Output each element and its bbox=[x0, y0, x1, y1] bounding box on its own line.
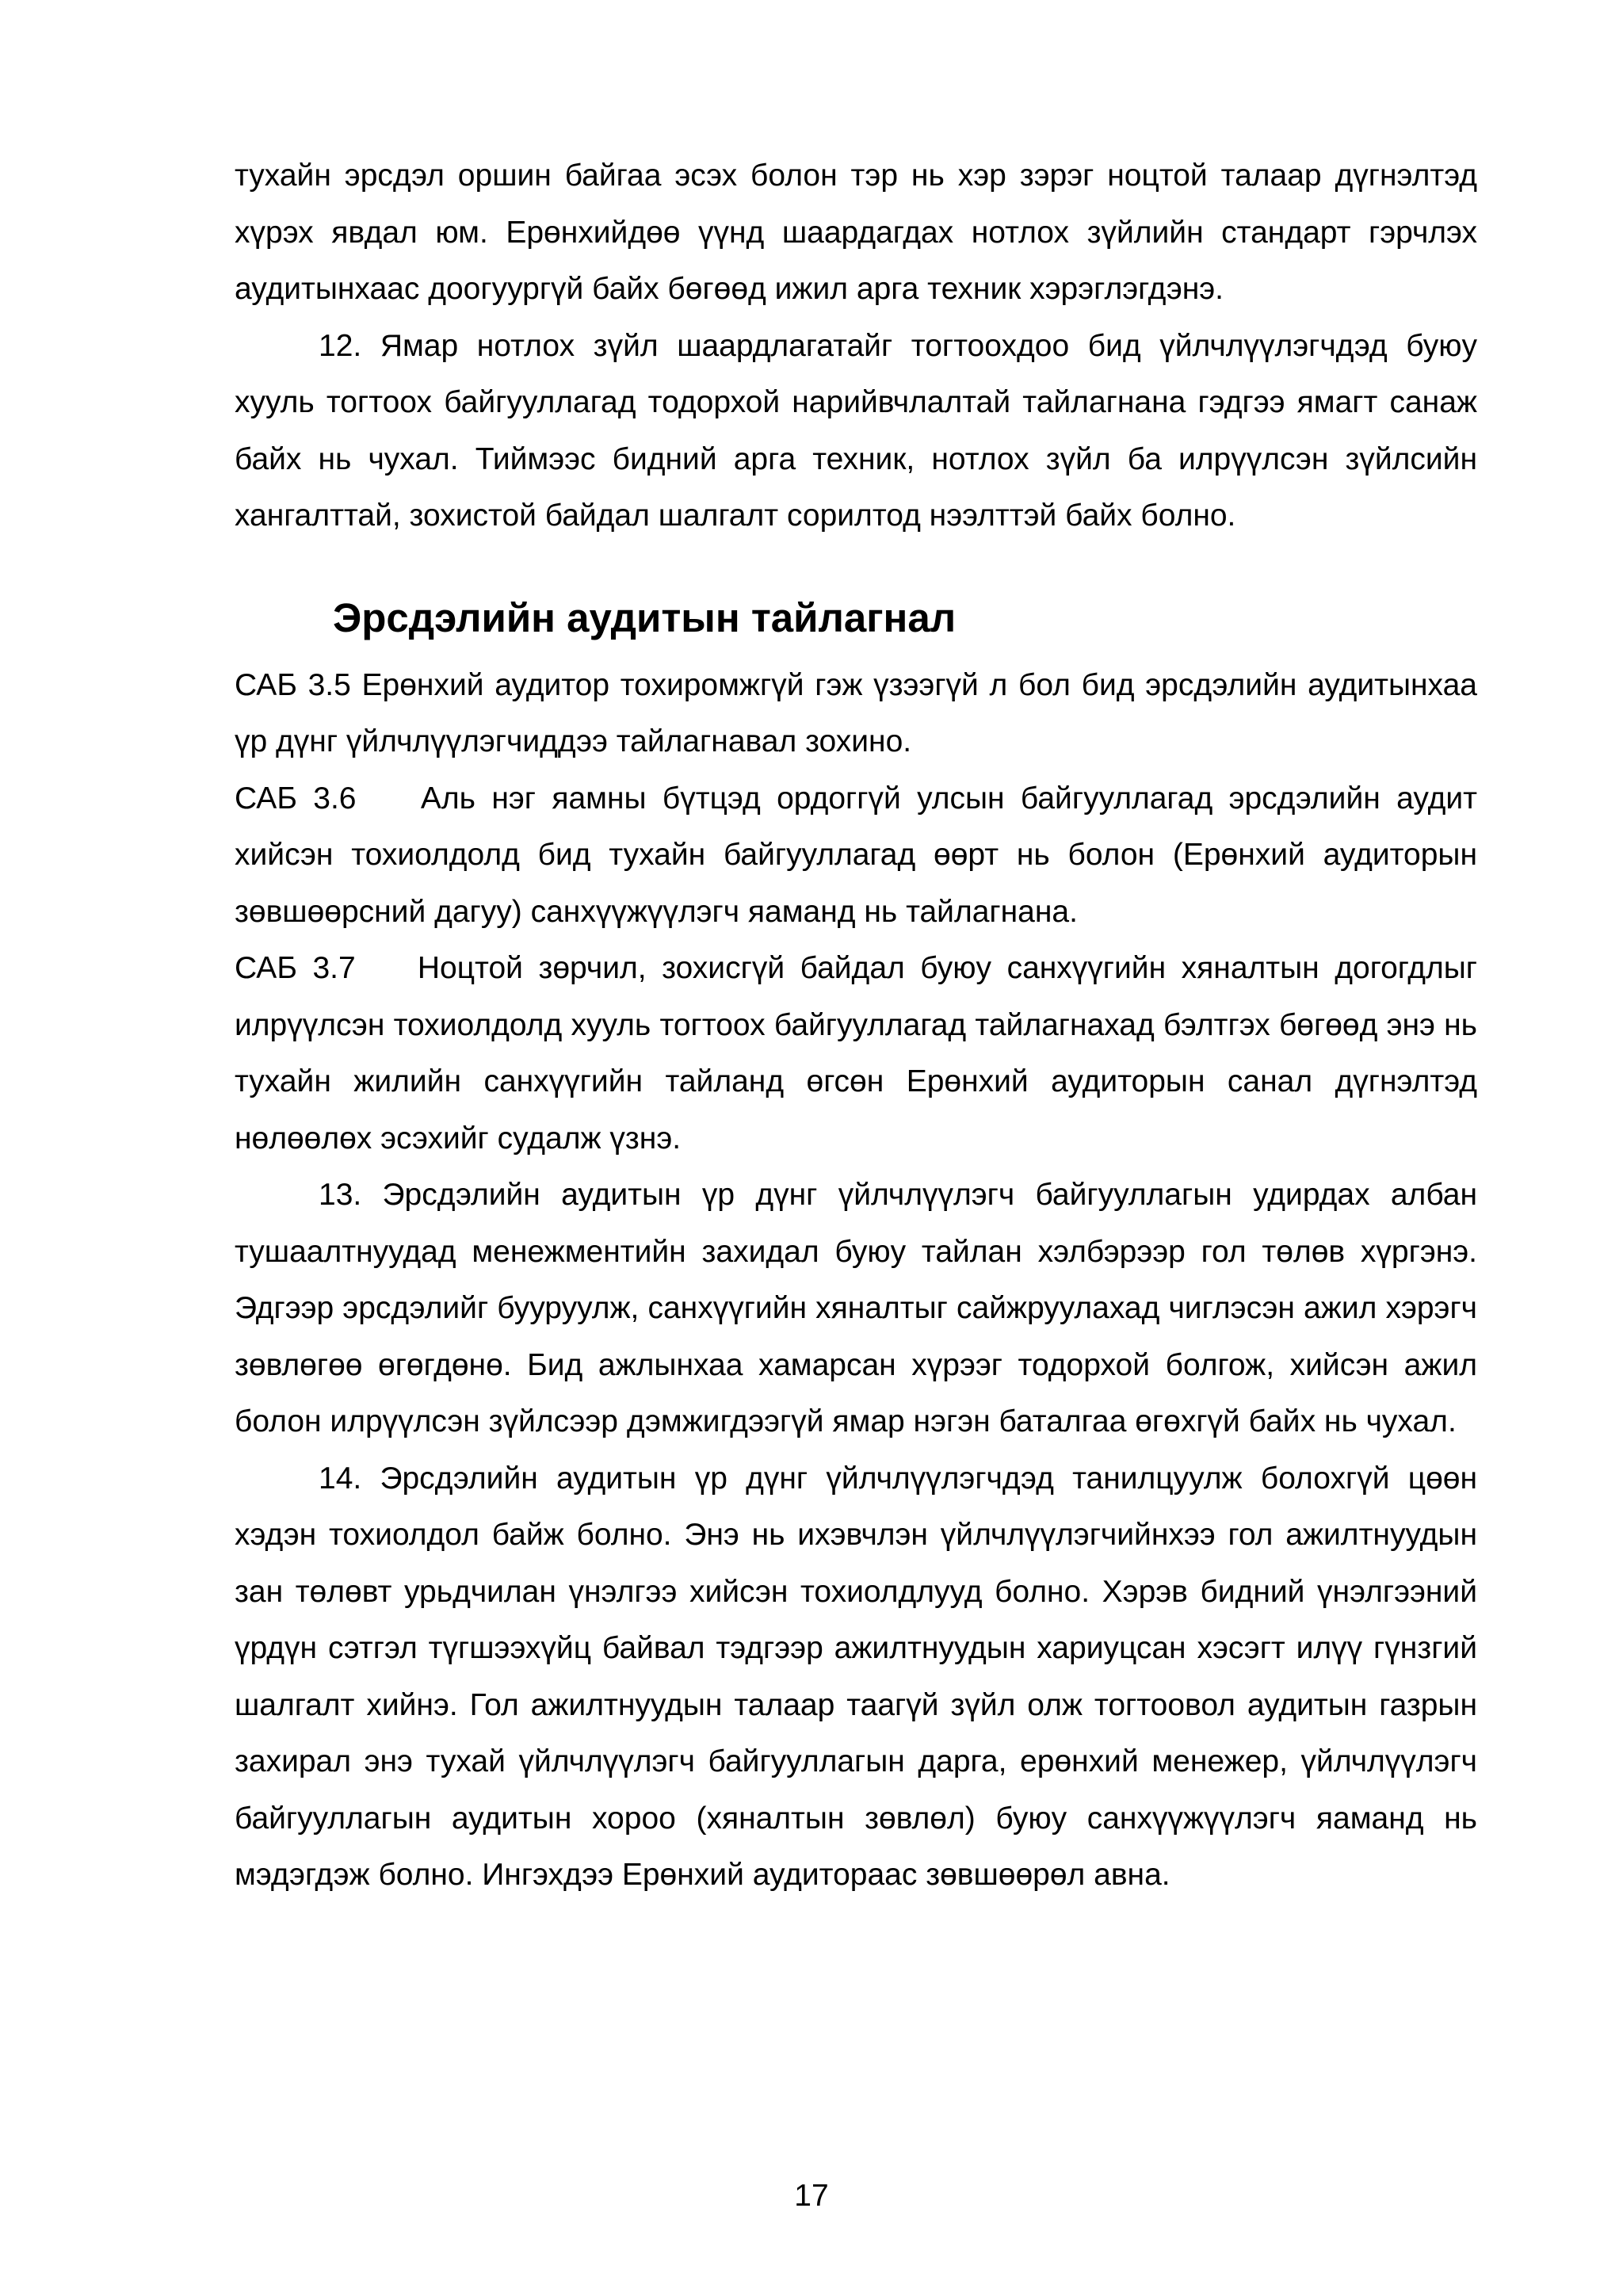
paragraph-13: 13. Эрсдэлийн аудитын үр дүнг үйлчлүүлэгч байгууллагын удирдах албан тушаалтнуудад менежментийн захидал буюу тайлан хэлбэрээр гол төлөв хүргэнэ. Эдгээр эрсдэлийг бууруулж, санхүүгийн хяналтыг сайжруулахад чиглэсэн ажил хэрэгч зөвлөгөө өгөгдөнө. Бид ажлынхаа хамарсан хүрээг тодорхой болгож, хийсэн ажил болон илрүүлсэн зүйлсээр дэмжигдээгүй ямар нэгэн баталгаа өгөхгүй байх нь чухал. bbox=[235, 1178, 1477, 1438]
paragraph-sab-3-7: САБ 3.7 Ноцтой зөрчил, зохисгүй байдал буюу санхүүгийн хяналтын догогдлыг илрүүлсэн тохиолдолд хууль тогтоох байгууллагад тайлагнахад бэлтгэх бөгөөд энэ нь тухайн жилийн санхүүгийн тайланд өгсөн Ерөнхий аудиторын санал дүгнэлтэд нөлөөлөх эсэхийг судалж үзнэ. bbox=[235, 951, 1486, 1156]
paragraph-sab-3-5: САБ 3.5 Ерөнхий аудитор тохиромжгүй гэж үзээгүй л бол бид эрсдэлийн аудитынхаа үр дүнг үйлчлүүлэгчиддээ тайлагнавал зохино. bbox=[235, 667, 1477, 758]
paragraph-sab-3-6: САБ 3.6 Аль нэг яамны бүтцэд ордоггүй улсын байгууллагад эрсдэлийн аудит хийсэн тохиолдолд бид тухайн байгууллагад өөрт нь болон (Ерөнхий аудиторын зөвшөөрсний дагуу) санхүүжүүлэгч яаманд нь тайлагнана. bbox=[235, 781, 1486, 929]
section-heading: Эрсдэлийн аудитын тайлагнал bbox=[333, 594, 957, 640]
page-content bbox=[235, 147, 1486, 1904]
paragraph-14: 14. Эрсдэлийн аудитын үр дүнг үйлчлүүлэгчдэд танилцуулж болохгүй цөөн хэдэн тохиолдол байж болно. Энэ нь ихэвчлэн үйлчлүүлэгчийнхээ гол ажилтнуудын зан төлөвт урьдчилан үнэлгээ хийсэн тохиолдлууд болно. Хэрэв бидний үнэлгээний үрдүн сэтгэл түгшээхүйц байвал тэдгээр ажилтнуудын хариуцсан хэсэгт илүү гүнзгий шалгалт хийнэ. Гол ажилтнуудын талаар таагүй зүйл олж тогтоовол аудитын газрын захирал энэ тухай үйлчлүүлэгч байгууллагын дарга, ерөнхий менежер, үйлчлүүлэгч байгууллагын аудитын хороо (хяналтын зөвлөл) буюу санхүүжүүлэгч яаманд нь мэдэгдэж болно. Ингэхдээ Ерөнхий аудитораас зөвшөөрөл авна. bbox=[235, 1461, 1477, 1892]
paragraph-12: 12. Ямар нотлох зүйл шаардлагатайг тогтоохдоо бид үйлчлүүлэгчдэд буюу хууль тогтоох байгууллагад тодорхой нарийвчлалтай тайлагнана гэдгээ ямагт санаж байх нь чухал. Тиймээс бидний арга техник, нотлох зүйл ба илрүүлсэн зүйлсийн хангалттай, зохистой байдал шалгалт сорилтод нээлттэй байх болно. bbox=[235, 328, 1477, 533]
page-number: 17 bbox=[794, 2179, 829, 2213]
paragraph-continuation: тухайн эрсдэл оршин байгаа эсэх болон тэр нь хэр зэрэг ноцтой талаар дүгнэлтэд хүрэх явдал юм. Ерөнхийдөө үүнд шаардагдах нотлох зүйлийн стандарт гэрчлэх аудитынхаас доогуургүй байх бөгөөд ижил арга техник хэрэглэгдэнэ. bbox=[235, 159, 1477, 306]
